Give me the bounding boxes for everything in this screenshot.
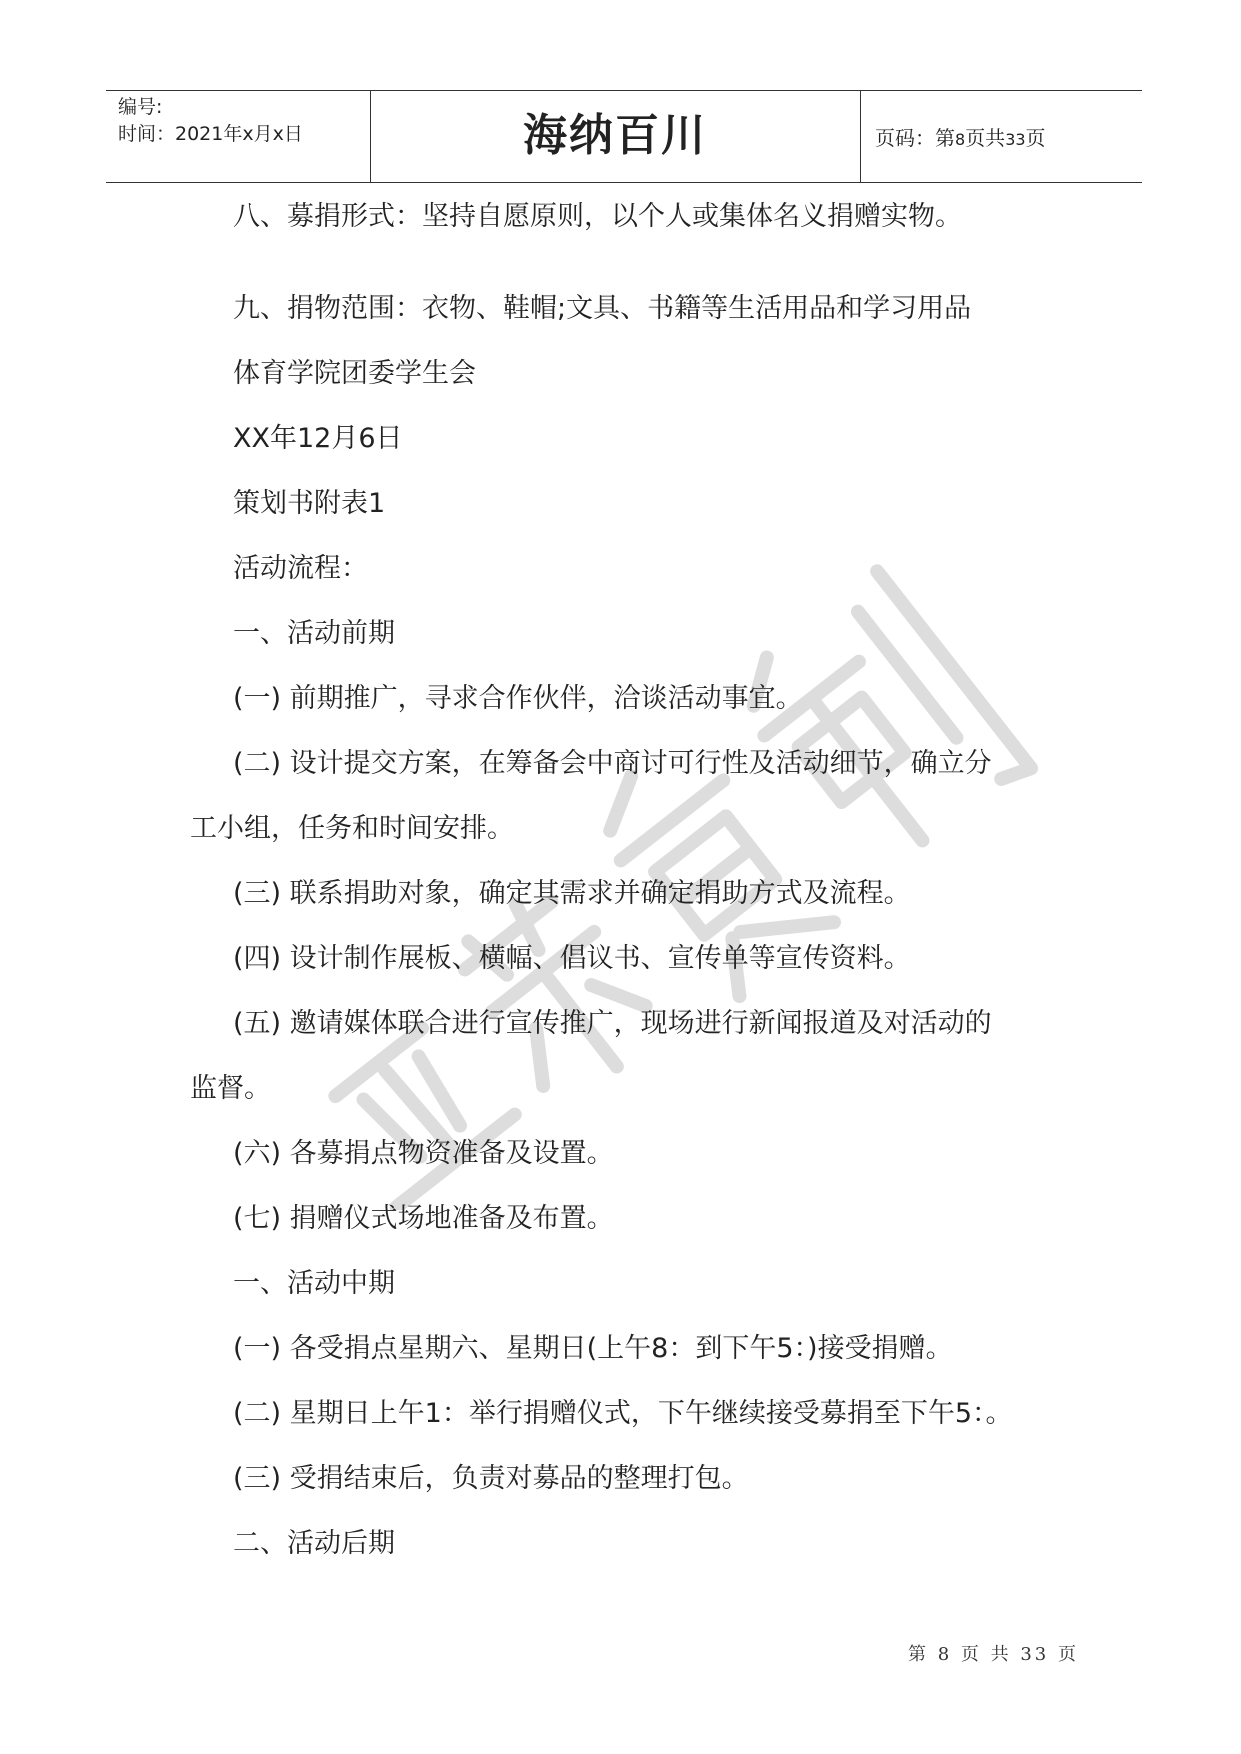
body-line: 活动流程： — [233, 553, 368, 584]
watermark-stroke-2 — [445, 877, 668, 1110]
header-bottom-border — [106, 182, 1142, 183]
body-line: (四) 设计制作展板、横幅、倡议书、宣传单等宣传资料。 — [233, 943, 911, 974]
header-meta — [118, 94, 303, 148]
body-line: (三) 联系捐助对象，确定其需求并确定捐助方式及流程。 — [233, 878, 911, 909]
body-line: (六) 各募捐点物资准备及设置。 — [233, 1138, 614, 1169]
header-divider-right — [860, 90, 861, 182]
body-line-continuation: 监督。 — [190, 1073, 271, 1104]
body-line: 一、活动前期 — [233, 618, 395, 649]
watermark-stroke-1 — [320, 1016, 515, 1207]
body-line: XX年12月6日 — [233, 423, 403, 454]
body-line: (一) 前期推广，寻求合作伙伴，洽谈活动事宜。 — [233, 683, 803, 714]
body-line: 九、捐物范围：衣物、鞋帽;文具、书籍等生活用品和学习用品 — [233, 293, 972, 324]
body-line: (二) 星期日上午1：举行捐赠仪式，下午继续接受募捐至下午5：。 — [233, 1398, 1013, 1429]
body-line: (二) 设计提交方案，在筹备会中商讨可行性及活动细节，确立分 — [233, 748, 992, 779]
document-time-label: 时间：2021年x月x日 — [118, 123, 303, 145]
header-top-border — [106, 90, 1142, 91]
document-number-label: 编号: — [118, 96, 163, 118]
page-total: 33 — [1005, 130, 1026, 149]
watermark-stroke-4 — [727, 571, 1031, 885]
body-line: 策划书附表1 — [233, 488, 386, 519]
page-suffix: 页 — [1025, 126, 1046, 150]
header-page-info — [875, 124, 1046, 154]
body-line: (一) 各受捐点星期六、星期日(上午8：到下午5：)接受捐赠。 — [233, 1333, 953, 1364]
header-title: 海纳百川 — [523, 110, 707, 161]
body-line: 体育学院团委学生会 — [233, 358, 476, 389]
body-line: (五) 邀请媒体联合进行宣传推广，现场进行新闻报道及对活动的 — [233, 1008, 992, 1039]
body-line: 二、活动后期 — [233, 1528, 395, 1559]
body-line: (三) 受捐结束后，负责对募品的整理打包。 — [233, 1463, 749, 1494]
page-middle: 页共 — [965, 126, 1006, 150]
body-line: 一、活动中期 — [233, 1268, 395, 1299]
body-line: 八、募捐形式：坚持自愿原则，以个人或集体名义捐赠实物。 — [233, 201, 962, 232]
body-line-continuation: 工小组，任务和时间安排。 — [190, 813, 514, 844]
body-line: (七) 捐赠仪式场地准备及布置。 — [233, 1203, 614, 1234]
page-prefix: 页码：第 — [875, 126, 955, 150]
footer-page-number: 第 8 页 共 33 页 — [908, 1644, 1079, 1665]
page-number: 8 — [955, 130, 966, 149]
